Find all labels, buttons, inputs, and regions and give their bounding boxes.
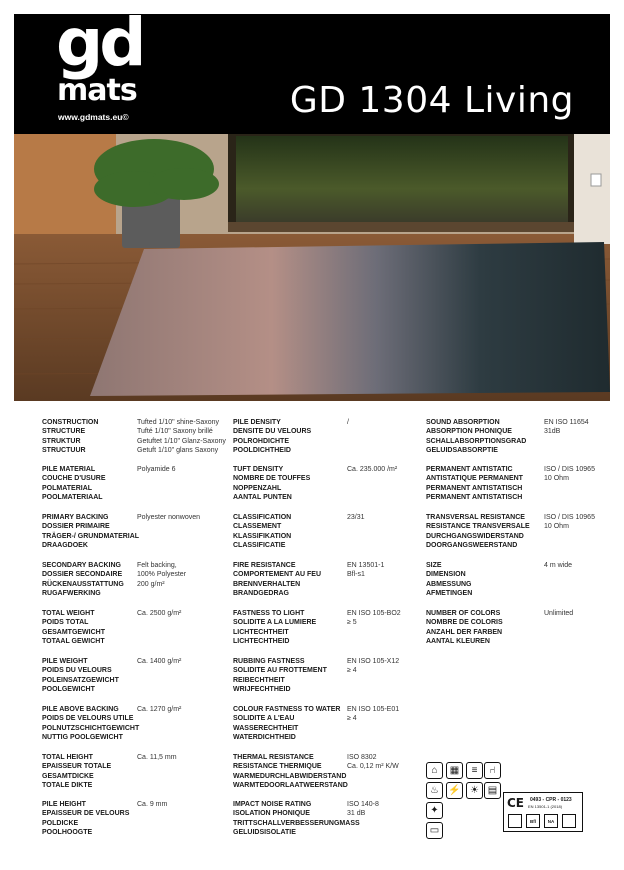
spec-label: GELUIDSABSORPTIE xyxy=(426,447,498,455)
ce-code: 0493 - CPR - 0123 xyxy=(530,797,572,803)
spec-label: DOSSIER SECONDAIRE xyxy=(42,571,123,579)
spec-label: DRAAGDOEK xyxy=(42,542,88,550)
spec-value: 10 Ohm xyxy=(544,475,569,483)
product-title: GD 1304 Living xyxy=(289,80,574,121)
spec-labels xyxy=(233,609,337,647)
spec-value: EN ISO 105-BO2 xyxy=(347,610,401,617)
spec-label: SOLIDITE A LA LUMIERE xyxy=(233,619,317,627)
spec-label: WASSERECHTHEIT xyxy=(233,724,299,732)
spec-labels xyxy=(426,418,530,456)
spec-value: ISO / DIS 10965 xyxy=(544,514,595,521)
spec-label: NOMBRE DE TOUFFES xyxy=(233,475,311,483)
ce-standard: EN 13501-1 (2018) xyxy=(528,804,563,809)
spec-label: DOORGANGSWEERSTAND xyxy=(426,542,518,550)
brand-url[interactable]: www.gdmats.eu© xyxy=(58,112,129,122)
lightfastness-icon: ☀ xyxy=(466,782,483,799)
spec-label: PILE MATERIAL xyxy=(42,466,96,473)
spec-value: 100% Polyester xyxy=(137,571,187,579)
spec-label: AANTAL KLEUREN xyxy=(426,638,490,646)
spec-label: GESAMTGEWICHT xyxy=(42,628,105,636)
spec-label: AANTAL PUNTEN xyxy=(233,494,292,502)
cleaning-icon: ✦ xyxy=(426,802,443,819)
spec-value: / xyxy=(347,419,349,426)
residential-use-icon: ⌂ xyxy=(426,762,443,779)
spec-labels xyxy=(42,465,146,503)
spec-value: ISO 140-8 xyxy=(347,801,379,808)
spec-label: TOTAAL GEWICHT xyxy=(42,638,105,646)
spec-label: PILE ABOVE BACKING xyxy=(42,706,119,713)
usage-icons-grid xyxy=(426,762,506,838)
spec-label: IMPACT NOISE RATING xyxy=(233,801,312,808)
spec-label: COLOUR FASTNESS TO WATER xyxy=(233,706,341,713)
spec-value: ISO / DIS 10965 xyxy=(544,466,595,473)
flooring-icon: ▤ xyxy=(484,782,501,799)
spec-label: SOUND ABSORPTION xyxy=(426,419,500,426)
spec-label: EPAISSEUR DE VELOURS xyxy=(42,810,130,818)
spec-label: SCHALLABSORPTIONSGRAD xyxy=(426,437,527,445)
spec-labels xyxy=(42,609,146,647)
spec-label: GELUIDSISOLATIE xyxy=(233,829,296,837)
spec-labels xyxy=(426,513,530,551)
spec-values xyxy=(544,513,595,532)
spec-values xyxy=(137,657,181,666)
spec-label: CLASSIFICATION xyxy=(233,514,292,521)
spec-value: Ca. 1400 g/m² xyxy=(137,658,182,665)
spec-label: ANZAHL DER FARBEN xyxy=(426,628,503,636)
spec-label: POIDS DU VELOURS xyxy=(42,667,112,675)
spec-values xyxy=(137,561,186,589)
spec-labels xyxy=(42,657,146,695)
spec-label: RÜCKENAUSSTATTUNG xyxy=(42,580,124,588)
spec-value: EN ISO 105-E01 xyxy=(347,706,400,713)
spec-label: EPAISSEUR TOTALE xyxy=(42,763,112,771)
spec-labels xyxy=(233,705,341,743)
spec-label: PILE WEIGHT xyxy=(42,658,88,665)
spec-values xyxy=(137,465,176,474)
spec-labels xyxy=(233,753,348,791)
spec-values xyxy=(544,609,573,618)
spec-label: BRANDGEDRAG xyxy=(233,590,289,598)
spec-labels xyxy=(233,561,337,599)
door-icon: ▭ xyxy=(426,822,443,839)
spec-label: PERMANENT ANTISTATISCH xyxy=(426,484,523,492)
spec-label: ABMESSUNG xyxy=(426,580,472,588)
spec-value: Ca. 0,12 m² K/W xyxy=(347,763,399,771)
spec-labels xyxy=(42,753,146,791)
spec-label: SOLIDITE AU FROTTEMENT xyxy=(233,667,327,675)
brand-logo[interactable] xyxy=(56,4,166,124)
commercial-use-icon: ▦ xyxy=(446,762,463,779)
spec-label: NOPPENZAHL xyxy=(233,484,282,492)
spec-label: POOLMATERIAAL xyxy=(42,494,103,502)
spec-label: PILE DENSITY xyxy=(233,419,281,426)
spec-value: 4 m wide xyxy=(544,562,573,569)
spec-label: RESISTANCE THERMIQUE xyxy=(233,763,322,771)
spec-label: TOTAL WEIGHT xyxy=(42,610,95,617)
spec-label: TRITTSCHALLVERBESSERUNGMASS xyxy=(233,819,360,827)
spec-value: Getuftet 1/10" Glanz-Saxony xyxy=(137,437,226,445)
spec-label: PERMANENT ANTISTATISCH xyxy=(426,494,523,502)
spec-label: POLEINSATZGEWICHT xyxy=(42,676,119,684)
spec-label: KLASSIFIKATION xyxy=(233,532,292,540)
spec-value: ≥ 4 xyxy=(347,715,357,723)
antistatic-icon: ⚡ xyxy=(446,782,463,799)
spec-values xyxy=(347,465,397,474)
spec-value: Felt backing, xyxy=(137,562,177,569)
spec-label: WRIJFECHTHEID xyxy=(233,686,291,694)
spec-values xyxy=(137,800,167,809)
spec-values xyxy=(137,418,226,456)
spec-labels xyxy=(426,609,530,647)
spec-label: REIBECHTHEIT xyxy=(233,676,285,684)
stairs-icon: ≡ xyxy=(466,762,483,779)
spec-label: POOLDICHTHEID xyxy=(233,447,291,455)
spec-values xyxy=(137,705,181,714)
spec-label: COMPORTEMENT AU FEU xyxy=(233,571,322,579)
spec-label: AFMETINGEN xyxy=(426,590,473,598)
spec-label: CONSTRUCTION xyxy=(42,419,99,426)
spec-label: NOMBRE DE COLORIS xyxy=(426,619,503,627)
spec-labels xyxy=(233,418,337,456)
spec-label: STRUKTUR xyxy=(42,437,81,445)
spec-labels xyxy=(42,800,146,838)
spec-values xyxy=(544,465,595,484)
spec-values xyxy=(137,753,177,762)
spec-value: ≥ 5 xyxy=(347,619,357,627)
spec-labels xyxy=(42,705,146,743)
spec-label: NUMBER OF COLORS xyxy=(426,610,501,617)
spec-label: POLROHDICHTE xyxy=(233,437,289,445)
spec-value: ≥ 4 xyxy=(347,667,357,675)
spec-value: Getuft 1/10" glans Saxony xyxy=(137,447,219,455)
office-chair-icon: ⑁ xyxy=(484,762,501,779)
spec-label: SOLIDITE A L'EAU xyxy=(233,715,295,723)
spec-label: WARMTEDOORLAATWEERSTAND xyxy=(233,782,348,790)
spec-label: GESAMTDICKE xyxy=(42,772,94,780)
spec-labels xyxy=(426,465,530,503)
spec-label: DURCHGANGSWIDERSTAND xyxy=(426,532,524,540)
spec-label: PERMANENT ANTISTATIC xyxy=(426,466,513,473)
spec-label: RUBBING FASTNESS xyxy=(233,658,305,665)
spec-value: 10 Ohm xyxy=(544,523,569,531)
spec-labels xyxy=(233,465,337,503)
product-photo xyxy=(14,134,610,401)
spec-value: Bfl-s1 xyxy=(347,571,365,579)
spec-labels xyxy=(42,418,146,456)
spec-label: POOLGEWICHT xyxy=(42,686,95,694)
spec-value: Tufté 1/10" Saxony brillé xyxy=(137,428,213,436)
spec-label: ABSORPTION PHONIQUE xyxy=(426,428,512,436)
spec-values xyxy=(137,609,181,618)
spec-values xyxy=(347,705,399,724)
spec-label: ISOLATION PHONIQUE xyxy=(233,810,310,818)
na-badge: NA xyxy=(544,814,558,828)
spec-value: Tufted 1/10" shine-Saxony xyxy=(137,419,219,426)
spec-values xyxy=(137,513,200,522)
spec-values xyxy=(347,609,401,628)
bfl-badge: Bfl xyxy=(526,814,540,828)
spec-value: 23/31 xyxy=(347,514,365,521)
spec-labels xyxy=(42,513,146,551)
spec-label: POIDS DE VELOURS UTILE xyxy=(42,715,134,723)
spec-label: RUGAFWERKING xyxy=(42,590,101,598)
spec-values xyxy=(347,561,384,580)
spec-values xyxy=(544,561,572,570)
logo-text-gd: gd xyxy=(56,4,143,81)
spec-label: LICHTECHTHEIT xyxy=(233,628,289,636)
spec-labels xyxy=(233,657,337,695)
spec-label: PILE HEIGHT xyxy=(42,801,86,808)
spec-label: WARMEDURCHLABWIDERSTAND xyxy=(233,772,347,780)
spec-value: ISO 8302 xyxy=(347,754,377,761)
spec-value: Polyamide 6 xyxy=(137,466,176,473)
spec-value: Polyester nonwoven xyxy=(137,514,201,521)
spec-label: CLASSEMENT xyxy=(233,523,282,531)
spec-label: POLMATERIAL xyxy=(42,484,93,492)
spec-label: TRÄGER-/ GRUNDMATERIAL xyxy=(42,532,140,540)
spec-label: LICHTECHTHEID xyxy=(233,638,290,646)
underfloor-heating-icon: ♨ xyxy=(426,782,443,799)
spec-label: TRANSVERSAL RESISTANCE xyxy=(426,514,525,521)
spec-label: POLDICKE xyxy=(42,819,79,827)
spec-label: PRIMARY BACKING xyxy=(42,514,109,521)
spec-label: STRUCTUUR xyxy=(42,447,86,455)
spec-label: DOSSIER PRIMAIRE xyxy=(42,523,110,531)
spec-label: RESISTANCE TRANSVERSALE xyxy=(426,523,530,531)
spec-value: Ca. 1270 g/m² xyxy=(137,706,182,713)
spec-value: 31dB xyxy=(544,428,561,436)
spec-value: Unlimited xyxy=(544,610,574,617)
spec-values xyxy=(544,418,589,437)
spec-label: ANTISTATIQUE PERMANENT xyxy=(426,475,523,483)
spec-label: THERMAL RESISTANCE xyxy=(233,754,314,761)
spec-labels xyxy=(42,561,146,599)
logo-text-mats: mats xyxy=(57,73,137,108)
header-banner xyxy=(14,4,610,134)
spec-value: 31 dB xyxy=(347,810,366,818)
spec-label: COUCHE D'USURE xyxy=(42,475,106,483)
spec-values xyxy=(347,418,349,427)
spec-values xyxy=(347,513,365,522)
spec-values xyxy=(347,657,399,676)
spec-value: Ca. 235.000 /m² xyxy=(347,466,398,473)
spec-value: 200 g/m² xyxy=(137,580,165,588)
spec-label: POIDS TOTAL xyxy=(42,619,89,627)
spec-value: Ca. 11,5 mm xyxy=(137,754,177,761)
spec-label: POLNUTZSCHICHTGEWICHT xyxy=(42,724,140,732)
ce-mark-icon: CE xyxy=(507,796,525,810)
spec-value: Ca. 2500 g/m² xyxy=(137,610,182,617)
spec-label: TUFT DENSITY xyxy=(233,466,284,473)
spec-values xyxy=(347,800,379,819)
spec-values xyxy=(347,753,399,772)
spec-label: POOLHOOGTE xyxy=(42,829,93,837)
spec-label: NUTTIG POOLGEWICHT xyxy=(42,734,123,742)
spec-labels xyxy=(426,561,530,599)
spec-value: EN ISO 105-X12 xyxy=(347,658,400,665)
spec-label: TOTAL HEIGHT xyxy=(42,754,93,761)
spec-label: FASTNESS TO LIGHT xyxy=(233,610,305,617)
spec-label: CLASSIFICATIE xyxy=(233,542,286,550)
spec-label: WATERDICHTHEID xyxy=(233,734,296,742)
spec-value: EN 13501-1 xyxy=(347,562,385,569)
spec-label: BRENNVERHALTEN xyxy=(233,580,301,588)
slip-icon xyxy=(562,814,576,828)
spec-value: Ca. 9 mm xyxy=(137,801,168,808)
spec-label: SECONDARY BACKING xyxy=(42,562,121,569)
ce-certification-label xyxy=(503,792,583,832)
spec-label: STRUCTURE xyxy=(42,428,86,436)
spec-label: FIRE RESISTANCE xyxy=(233,562,296,569)
fire-class-icon xyxy=(508,814,522,828)
spec-value: EN ISO 11654 xyxy=(544,419,589,426)
spec-labels xyxy=(233,513,337,551)
spec-label: DIMENSION xyxy=(426,571,466,579)
spec-label: TOTALE DIKTE xyxy=(42,782,93,790)
spec-label: SIZE xyxy=(426,562,442,569)
spec-label: DENSITE DU VELOURS xyxy=(233,428,312,436)
